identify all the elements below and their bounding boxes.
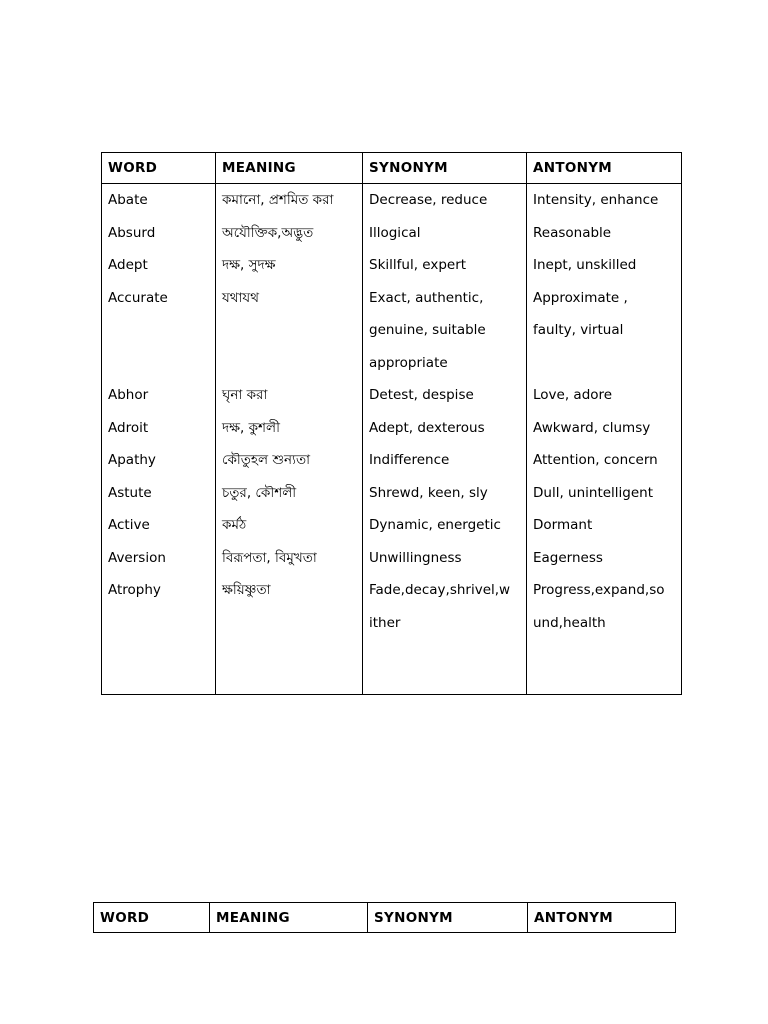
header-synonym: SYNONYM (368, 903, 528, 933)
synonym-cell: Shrewd, keen, sly (369, 484, 488, 501)
antonym-cell: Reasonable (533, 224, 612, 241)
table-body-row (102, 184, 682, 695)
header-meaning: MEANING (210, 903, 368, 933)
word-cell: Abhor (108, 387, 149, 403)
synonym-cell: Decrease, reduce (369, 192, 488, 208)
header-word: WORD (94, 903, 210, 933)
antonym-cell: Eagerness (533, 549, 603, 566)
meaning-cell: দক্ষ, কুশলী (222, 419, 280, 436)
antonym-cell (533, 351, 681, 384)
meaning-cell: কর্মঠ (222, 517, 247, 533)
header-meaning: MEANING (216, 153, 363, 184)
word-cell (108, 351, 215, 384)
antonym-cell: Dull, unintelligent (533, 484, 654, 501)
meaning-cell: যথাযথ (222, 289, 259, 306)
synonym-cell: genuine, suitable (369, 322, 486, 338)
synonym-cell: ither (369, 614, 401, 631)
header-antonym: ANTONYM (527, 153, 682, 184)
antonym-cell: Awkward, clumsy (533, 419, 651, 436)
second-vocabulary-table (93, 902, 676, 933)
synonym-cell: Exact, authentic, (369, 289, 484, 306)
word-cell: Adept (108, 257, 148, 273)
vocabulary-table (101, 152, 682, 695)
synonym-cell: appropriate (369, 354, 448, 371)
meaning-cell (222, 611, 362, 644)
synonym-cell: Unwillingness (369, 549, 462, 566)
antonym-cell: Attention, concern (533, 452, 658, 468)
synonym-cell: Skillful, expert (369, 257, 467, 273)
meaning-cell: ক্ষয়িষ্ণুতা (222, 582, 271, 598)
header-word: WORD (102, 153, 216, 184)
antonym-cell: und,health (533, 614, 606, 631)
word-cell: Aversion (108, 549, 166, 566)
synonym-cell: Fade,decay,shrivel,w (369, 582, 511, 598)
word-column (102, 184, 216, 695)
word-cell: Atrophy (108, 582, 161, 598)
synonym-cell: Indifference (369, 452, 450, 468)
meaning-cell (222, 351, 362, 384)
synonym-cell: Adept, dexterous (369, 419, 485, 436)
synonym-column (363, 184, 527, 695)
word-cell (108, 318, 215, 351)
antonym-cell: Intensity, enhance (533, 192, 659, 208)
antonym-column (527, 184, 682, 695)
word-cell: Accurate (108, 289, 168, 306)
word-cell: Abate (108, 192, 148, 208)
word-cell: Active (108, 517, 150, 533)
antonym-cell: Progress,expand,so (533, 582, 665, 598)
meaning-cell: ঘৃনা করা (222, 387, 268, 403)
meaning-column (216, 184, 363, 695)
antonym-cell: Inept, unskilled (533, 257, 637, 273)
antonym-cell: faulty, virtual (533, 322, 624, 338)
meaning-cell: অযৌক্তিক,অদ্ভুত (222, 224, 314, 241)
meaning-cell (222, 318, 362, 351)
antonym-cell: Dormant (533, 517, 593, 533)
meaning-cell: বিরূপতা, বিমুখতা (222, 549, 317, 566)
word-cell: Astute (108, 484, 152, 501)
meaning-cell: কৌতুহল শুন্যতা (222, 452, 310, 468)
antonym-cell: Love, adore (533, 387, 613, 403)
header-row (94, 903, 676, 933)
meaning-cell: কমানো, প্রশমিত করা (222, 192, 334, 208)
word-cell: Absurd (108, 224, 156, 241)
antonym-cell: Approximate , (533, 289, 628, 306)
meaning-cell: দক্ষ, সুদক্ষ (222, 257, 276, 273)
header-row (102, 153, 682, 184)
meaning-cell: চতুর, কৌশলী (222, 484, 297, 501)
word-cell (108, 611, 215, 644)
header-synonym: SYNONYM (363, 153, 527, 184)
word-cell: Adroit (108, 419, 149, 436)
word-cell: Apathy (108, 452, 156, 468)
synonym-cell: Illogical (369, 224, 421, 241)
synonym-cell: Dynamic, energetic (369, 517, 501, 533)
header-antonym: ANTONYM (528, 903, 676, 933)
synonym-cell: Detest, despise (369, 387, 474, 403)
